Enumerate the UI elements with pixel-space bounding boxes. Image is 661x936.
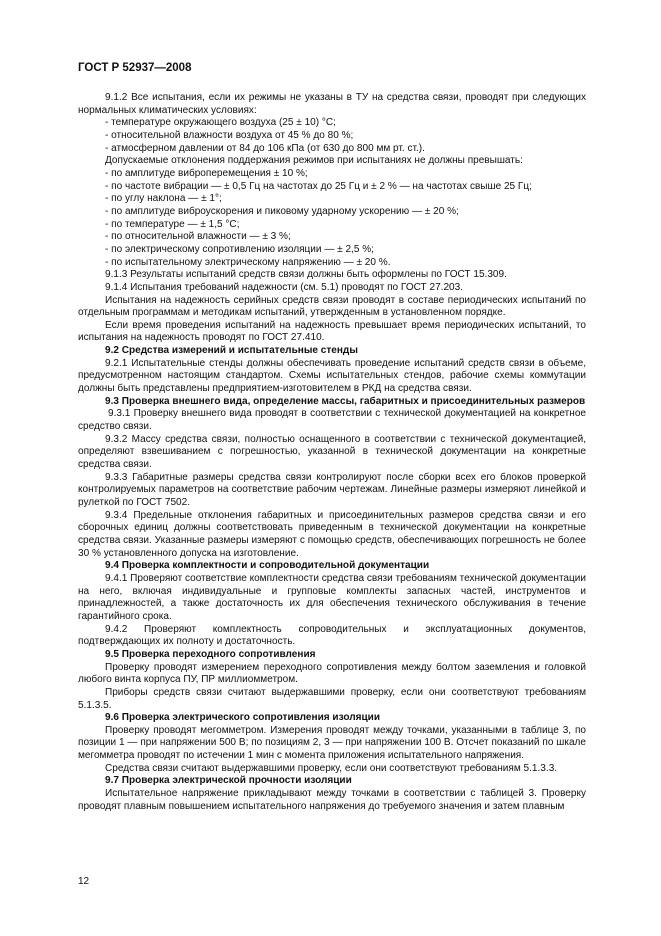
document-body (78, 92, 586, 813)
paragraph: Если время проведения испытаний на надежность превышает время периодических испытаний, то испытания на надежность проводят по ГОСТ 27.410. (78, 319, 586, 344)
section-heading: 9.6 Проверка электрического сопротивления изоляции (105, 712, 380, 724)
list-item: - по электрическому сопротивлению изоляции — ± 2,5 %; (105, 243, 374, 255)
paragraph: 9.1.2 Все испытания, если их режимы не указаны в ТУ на средства связи, проводят при следующих нормальных климатических условиях: (78, 92, 586, 116)
paragraph: 9.3.4 Предельные отклонения габаритных и присоединительных размеров средства связи и его сборочных единиц должны соответствовать приведенным в технической документации на конкретные средства связи. Указанные размеры измеряют с помощью средств, обеспечивающих погрешность не более 30 % установленного допуска на изготовление. (78, 509, 586, 559)
list-item: - по углу наклона — ± 1°; (105, 193, 222, 205)
paragraph: 9.3.2 Массу средства связи, полностью оснащенного в соответствии с технической документацией, определяют взвешиванием с погрешностью, указанной в технической документации на конкретные средства связи. (78, 433, 586, 471)
paragraph: 9.1.4 Испытания требований надежности (см. 5.1) проводят по ГОСТ 27.203. (105, 281, 463, 293)
paragraph: Проверку проводят мегомметром. Измерения проводят между точками, указанными в таблице 3, по позиции 1 — при напряжении 500 В; по позициям 2, 3 — при напряжении 100 В. Отсчет показаний по шкале мегомметра проводят по истечении 1 мин с момента приложения испытательного напряжения. (78, 724, 586, 762)
list-item: - по амплитуде виброускорения и пиковому ударному ускорению — ± 20 %; (105, 205, 459, 217)
section-heading: 9.3 Проверка внешнего вида, определение массы, габаритных и присоединительных размеров (105, 395, 586, 407)
paragraph: 9.1.3 Результаты испытаний средств связи должны быть оформлены по ГОСТ 15.309. (105, 269, 507, 281)
paragraph: Приборы средств связи считают выдержавшими проверку, если они соответствуют требованиям 5.1.3.5. (78, 686, 586, 711)
paragraph: Испытательное напряжение прикладывают между точками в соответствии с таблицей 3. Проверку проводят плавным повышением испытательного напряжения до требуемого значения и затем плавным (78, 788, 586, 812)
paragraph: 9.4.1 Проверяют соответствие комплектности средства связи требованиям технической документации на него, включая индивидуальные и групповые комплекты запасных частей, инструментов и принадлежностей, а также достаточность их для обеспечения технического обслуживания в течение гарантийного срока. (78, 572, 586, 622)
list-item: - по испытательному электрическому напряжению — ± 20 %. (105, 256, 391, 268)
paragraph: Проверку проводят измерением переходного сопротивления между болтом заземления и головкой любого винта корпуса ПУ, ПР миллиомметром. (78, 661, 586, 686)
paragraph: 9.2.1 Испытательные стенды должны обеспечивать проведение испытаний средств связи в объеме, предусмотренном настоящим стандартом. Схемы испытательных стендов, рабочие схемы коммутации должны быть представлены предприятием-изготовителем в РКД на средства связи. (78, 357, 586, 395)
document-header: ГОСТ Р 52937—2008 (78, 62, 192, 74)
section-heading: 9.2 Средства измерений и испытательные стенды (105, 345, 358, 357)
paragraph: Испытания на надежность серийных средств связи проводят в составе периодических испытаний по отдельным программам и методикам испытаний, утвержденным в установленном порядке. (78, 294, 586, 319)
list-item: - температуре окружающего воздуха (25 ± 10) °С; (105, 117, 336, 129)
paragraph: Средства связи считают выдержавшими проверку, если они соответствуют требованиям 5.1.3.3. (105, 762, 558, 774)
list-item: - по температуре — ± 1,5 °С; (105, 218, 240, 230)
list-item: - атмосферном давлении от 84 до 106 кПа (от 630 до 800 мм рт. ст.). (105, 142, 425, 154)
section-heading: 9.7 Проверка электрической прочности изоляции (105, 775, 352, 787)
list-item: - по частоте вибрации — ± 0,5 Гц на частотах до 25 Гц и ± 2 % — на частотах свыше 25 Гц; (105, 180, 532, 192)
paragraph: 9.3.1 Проверку внешнего вида проводят в соответствии с технической документацией на конкретное средство связи. (78, 408, 586, 433)
paragraph: 9.4.2 Проверяют комплектность сопроводительных и эксплуатационных документов, подтверждающих их полноту и достаточность. (78, 623, 586, 648)
page-number: 12 (78, 876, 90, 887)
list-item: - по относительной влажности — ± 3 %; (105, 231, 291, 243)
section-heading: 9.5 Проверка переходного сопротивления (105, 648, 316, 660)
list-item: - по амплитуде виброперемещения ± 10 %; (105, 167, 308, 179)
section-heading: 9.4 Проверка комплектности и сопроводительной документации (105, 560, 430, 572)
list-item: - относительной влажности воздуха от 45 % до 80 %; (105, 129, 354, 141)
paragraph: Допускаемые отклонения поддержания режимов при испытаниях не должны превышать: (105, 155, 523, 167)
paragraph: 9.3.3 Габаритные размеры средства связи контролируют после сборки всех его блоков проверкой контролируемых параметров на соответствие рабочим чертежам. Линейные размеры измеряют линейкой и рулеткой по ГОСТ 7502. (78, 471, 586, 508)
